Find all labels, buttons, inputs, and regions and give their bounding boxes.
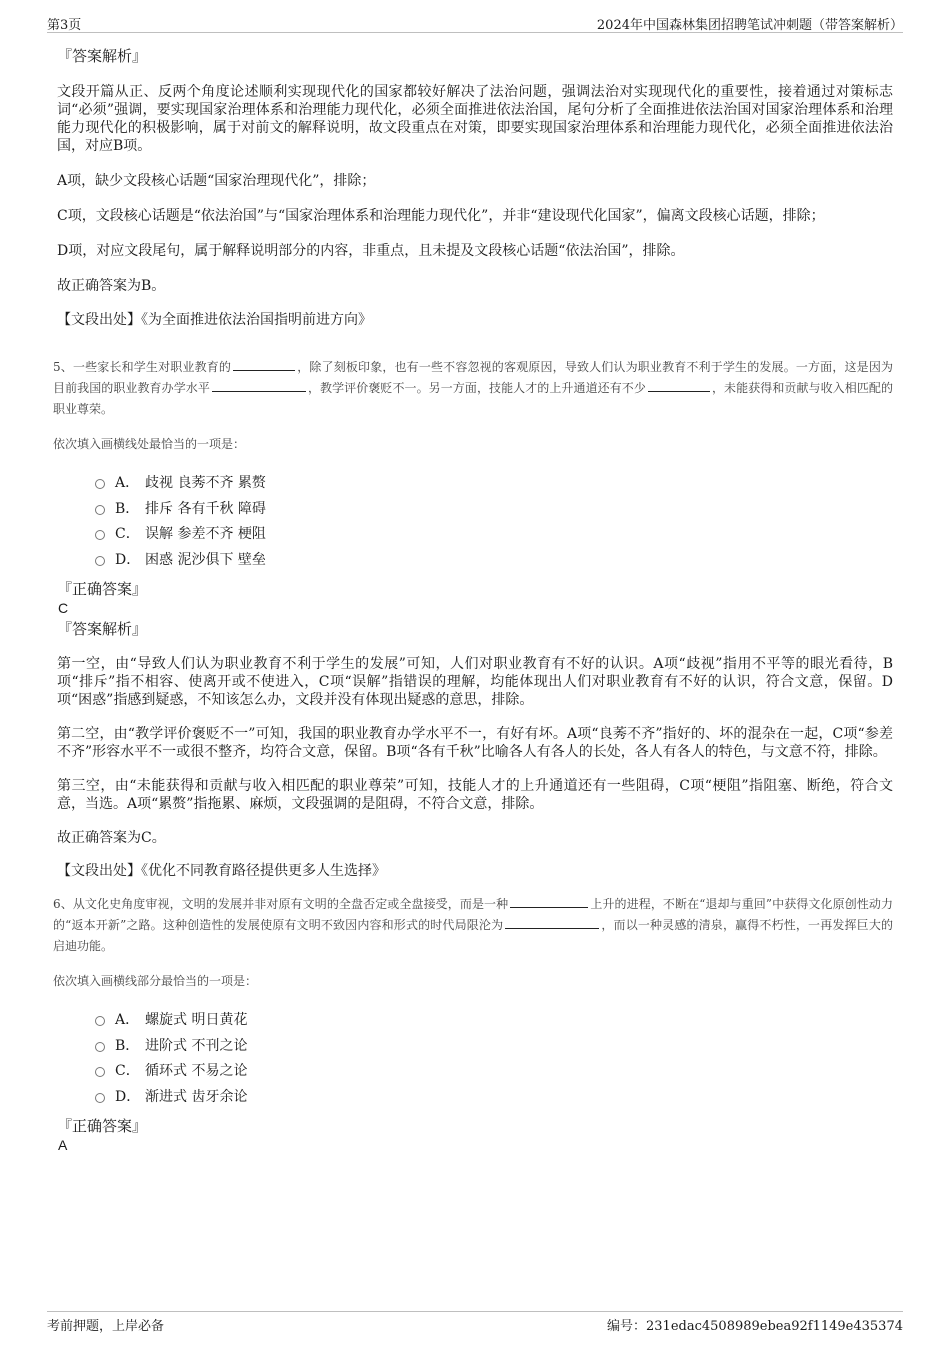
q6-answer-label: 『正确答案』 [57,1117,148,1135]
radio-icon[interactable] [95,479,105,489]
answer-blank [510,895,588,908]
q5-stem: 5、一些家长和学生对职业教育的 ，除了刻板印象，也有一些不容忽视的客观原因，导致人们认为职业教育不利于学生的发展。一方面，这是因为目前我国的职业教育办学水平 ，教学评价褒贬不一。另一方面，技能人才的上升通道还有不少 ，未能获得和贡献与收入相匹配的职业尊荣。 [53,360,893,416]
page-content [53,42,893,1154]
q6-options [95,1008,893,1110]
page-footer [47,1311,903,1336]
q6-answer: A [58,1137,68,1153]
q5-analysis-paragraph: 故正确答案为C。 [57,830,166,846]
q5-analysis-paragraph: 第三空，由“未能获得和贡献与收入相匹配的职业尊荣”可知，技能人才的上升通道还有一些阻碍，C项“梗阻”指阻塞、断绝，符合文意，当选。A项“累赘”指拖累、麻烦，文段强调的是阻碍，不符合文意，排除。 [57,778,893,812]
q5-option-a[interactable]: A． 歧视 良莠不齐 累赘 [95,471,893,497]
q6-option-b[interactable]: B． 进阶式 不刊之论 [95,1034,893,1060]
radio-icon[interactable] [95,1042,105,1052]
q4-analysis-paragraph: D项，对应文段尾句，属于解释说明部分的内容，非重点，且未提及文段核心话题“依法治国”，排除。 [57,243,685,259]
q6-option-d[interactable]: D． 渐进式 齿牙余论 [95,1085,893,1111]
page-header [47,12,903,33]
q5-analysis-paragraph: 第二空，由“教学评价褒贬不一”可知，我国的职业教育办学水平不一，有好有坏。A项“良莠不齐”指好的、坏的混杂在一起，C项“参差不齐”形容水平不一或很不整齐，均符合文意，保留。B项“各有千秋”比喻各人有各人的长处，各人有各人的特色，与文意不符，排除。 [57,726,893,760]
answer-blank [648,379,710,392]
q5-analysis-label: 『答案解析』 [57,620,148,638]
radio-icon[interactable] [95,1093,105,1103]
radio-icon[interactable] [95,556,105,566]
q4-analysis-label: 『答案解析』 [57,47,148,65]
q4-analysis-paragraph: C项，文段核心话题是“依法治国”与“国家治理体系和治理能力现代化”，并非“建设现代化国家”，偏离文段核心话题，排除； [57,208,825,224]
q4-analysis-paragraph: A项，缺少文段核心话题“国家治理现代化”，排除； [57,173,376,189]
q5-source: 【文段出处】《优化不同教育路径提供更多人生选择》 [57,863,386,879]
q6-option-c[interactable]: C． 循环式 不易之论 [95,1059,893,1085]
q5-prompt: 依次填入画横线处最恰当的一项是： [53,437,246,451]
q4-analysis-paragraph: 故正确答案为B。 [57,278,166,294]
q6-option-a[interactable]: A． 螺旋式 明日黄花 [95,1008,893,1034]
answer-blank [233,358,295,371]
q6-stem: 6、从文化史角度审视，文明的发展并非对原有文明的全盘否定或全盘接受，而是一种 上升的进程，不断在“退却与重回”中获得文化原创性动力的“返本开新”之路。这种创造性的发展使原有文明不致因内容和形式的时代局限沦为 ，而以一种灵感的清泉，赢得不朽性，一再发挥巨大的启迪功能。 [53,897,893,953]
answer-blank [212,379,306,392]
q5-answer: C [58,600,69,616]
q5-analysis-paragraph: 第一空，由“导致人们认为职业教育不利于学生的发展”可知，人们对职业教育有不好的认识。A项“歧视”指用不平等的眼光看待，B项“排斥”指不相容、使离开或不使进入，C项“误解”指错误的理解，均能体现出人们对职业教育有不好的认识，符合文意，保留。D项“困惑”指感到疑惑，不知该怎么办，文段并没有体现出疑惑的意思，排除。 [57,656,893,708]
page-number: 第3页 [47,18,82,33]
q5-option-d[interactable]: D． 困惑 泥沙俱下 壁垒 [95,548,893,574]
q5-option-b[interactable]: B． 排斥 各有千秋 障碍 [95,497,893,523]
document-code: 编号：231edac4508989ebea92f1149e435374 [607,1319,903,1334]
q6-prompt: 依次填入画横线部分最恰当的一项是： [53,974,258,988]
q5-options [95,471,893,573]
radio-icon[interactable] [95,1067,105,1077]
q4-source: 【文段出处】《为全面推进依法治国指明前进方向》 [57,312,372,328]
q4-analysis-paragraph: 文段开篇从正、反两个角度论述顺利实现现代化的国家都较好解决了法治问题，强调法治对实现现代化的重要性，接着通过对策标志词“必须”强调，要实现国家治理体系和治理能力现代化，必须全面推进依法治国，尾句分析了全面推进依法治国对国家治理体系和治理能力现代化的积极影响，属于对前文的解释说明，故文段重点在对策，即要实现国家治理体系和治理能力现代化，必须全面推进依法治国，对应B项。 [57,84,893,154]
footer-slogan: 考前押题，上岸必备 [47,1319,165,1334]
document-title: 2024年中国森林集团招聘笔试冲刺题（带答案解析） [596,18,903,33]
radio-icon[interactable] [95,530,105,540]
q5-answer-label: 『正确答案』 [57,580,148,598]
answer-blank [505,916,599,929]
radio-icon[interactable] [95,505,105,515]
radio-icon[interactable] [95,1016,105,1026]
q5-option-c[interactable]: C． 误解 参差不齐 梗阻 [95,522,893,548]
